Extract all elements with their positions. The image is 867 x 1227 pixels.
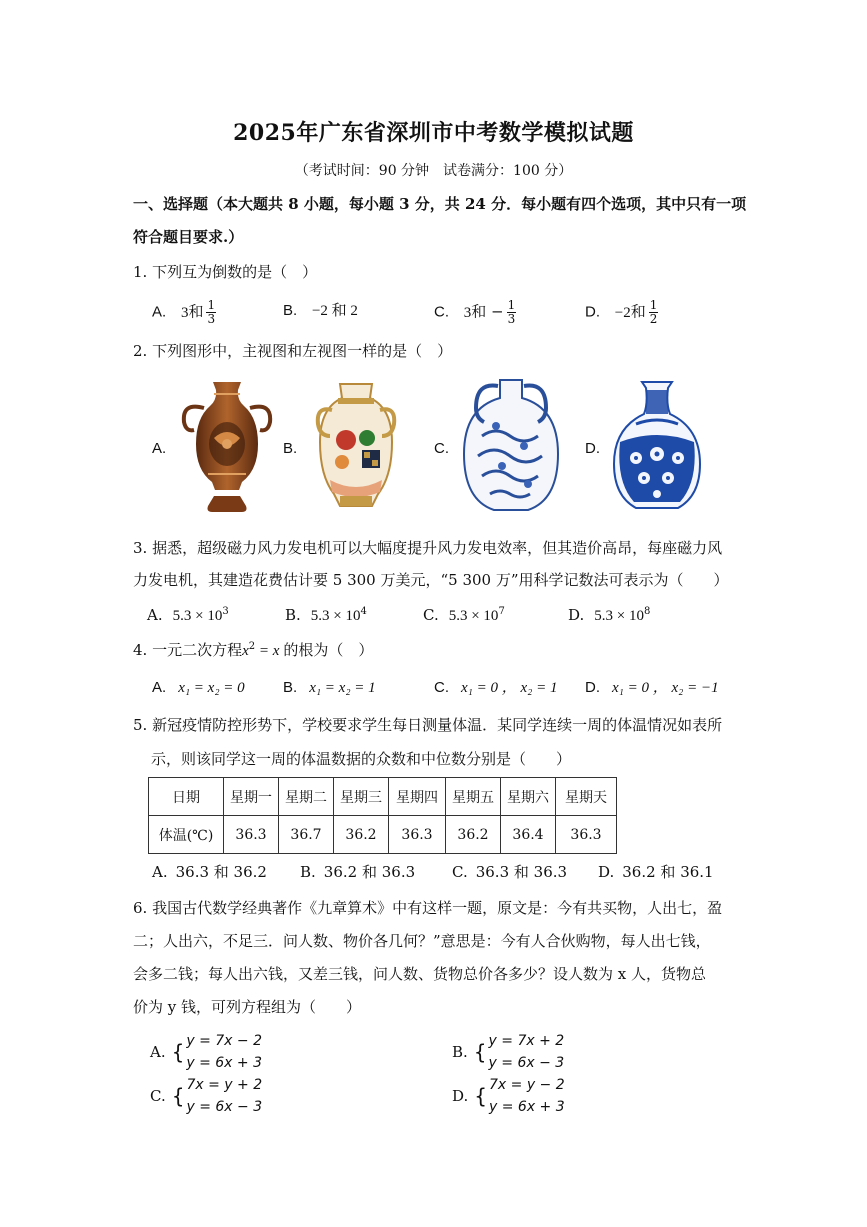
table-cell: 星期五	[446, 778, 501, 816]
option-value: x₁ = 0 ， x₂ = 1	[461, 680, 558, 696]
option-label: D.	[568, 606, 585, 624]
numerator: 1	[507, 298, 516, 312]
denominator: 3	[507, 312, 516, 326]
option-label: C.	[423, 606, 439, 624]
option-label: A.	[152, 303, 167, 321]
q6-stem-line1: 6. 我国古代数学经典著作《九章算术》中有这样一题，原文是：今有共买物，人出七，盈	[133, 899, 723, 917]
denominator: 2	[649, 312, 658, 326]
q1-option-b	[283, 299, 358, 322]
option-value: −2 和 2	[311, 303, 358, 319]
table-cell: 36.3	[556, 816, 617, 854]
equation-1: y = 7x − 2	[186, 1033, 262, 1049]
equation-rhs: = x	[255, 643, 280, 659]
equation-2: y = 6x + 3	[489, 1099, 565, 1115]
equations	[186, 1074, 262, 1118]
exam-info: （考试时间：90 分钟 试卷满分：100 分）	[294, 163, 573, 179]
option-value: x₁ = x₂ = 1	[309, 680, 376, 696]
table-cell: 星期一	[224, 778, 279, 816]
amphora-floral-vase-image	[312, 380, 400, 510]
q6-stem-line3: 会多二钱；每人出六钱，又差三钱，问人数、货物总价各多少？设人数为 x 人，货物总	[133, 965, 706, 983]
q5-option-b	[300, 861, 415, 883]
q4-stem-pre: 4. 一元二次方程	[133, 641, 243, 659]
option-label: A.	[147, 606, 163, 624]
q2-option-a-label: A.	[152, 440, 167, 457]
option-label: D.	[585, 679, 600, 696]
q1-stem: 1. 下列互为倒数的是（ ）	[133, 263, 318, 281]
q6-option-c	[150, 1074, 262, 1118]
option-value: 5.3 × 10	[448, 608, 499, 624]
denominator: 3	[207, 312, 216, 326]
numerator: 1	[649, 298, 658, 312]
q3-option-b	[285, 601, 367, 627]
page-title: 2025年广东省深圳市中考数学模拟试题	[233, 120, 634, 146]
q3-option-c	[423, 601, 505, 627]
option-value: 36.3 和 36.3	[475, 863, 568, 881]
equation-system	[452, 1030, 564, 1074]
option-value: 3	[463, 304, 472, 321]
table-cell: 星期六	[501, 778, 556, 816]
q6-option-d	[452, 1074, 565, 1118]
q3-option-a	[147, 601, 229, 627]
q6-option-b	[452, 1030, 564, 1074]
table-cell: 星期二	[279, 778, 334, 816]
option-connector: 和	[188, 302, 204, 321]
option-value: 36.3 和 36.2	[175, 863, 267, 881]
option-label: C.	[434, 303, 449, 321]
option-label: B.	[300, 863, 316, 881]
option-value: 36.2 和 36.3	[323, 863, 416, 881]
option-value: x₁ = 0 ， x₂ = −1	[612, 680, 719, 696]
table-cell: 36.3	[224, 816, 279, 854]
option-label: D.	[452, 1087, 469, 1105]
section-header-line1: 一、选择题（本大题共 8 小题，每小题 3 分，共 24 分．每小题有四个选项，其中只有一项	[133, 195, 747, 213]
fraction	[507, 299, 517, 326]
equation-1: y = 7x + 2	[488, 1033, 565, 1049]
q1-option-d	[585, 299, 658, 326]
q5-option-d	[598, 861, 714, 883]
q3-option-d	[568, 601, 650, 627]
table-cell: 36.3	[389, 816, 446, 854]
exponent: 8	[643, 606, 651, 617]
option-label: D.	[598, 863, 615, 881]
q4-stem-post: 的根为（ ）	[283, 641, 374, 659]
exponent: 7	[498, 606, 505, 617]
brace-glyph: {	[171, 1084, 185, 1108]
table-cell: 日期	[149, 778, 224, 816]
q1-option-a	[152, 299, 216, 326]
q3-stem-line2: 力发电机，其建造花费估计要 5 300 万美元，“5 300 万”用科学记数法可表示为（ ）	[133, 571, 729, 589]
option-value: x₁ = x₂ = 0	[178, 680, 245, 696]
equation-var: x	[242, 643, 249, 659]
table-cell: 36.2	[446, 816, 501, 854]
option-value: −2	[614, 304, 631, 321]
exponent: 3	[222, 606, 229, 617]
exponent: 4	[360, 606, 367, 617]
fraction	[206, 299, 216, 326]
q1-option-c	[434, 299, 516, 326]
q3-stem-line1: 3. 据悉，超级磁力风力发电机可以大幅度提升风力发电效率，但其造价高昂，每座磁力风	[133, 539, 723, 557]
option-label: B.	[285, 606, 301, 624]
table-cell: 星期三	[334, 778, 389, 816]
temperature-table	[148, 777, 617, 854]
option-label: D.	[585, 303, 600, 321]
brace-glyph: {	[474, 1084, 487, 1108]
option-label: B.	[283, 679, 298, 696]
table-cell: 星期天	[556, 778, 617, 816]
table-row	[149, 816, 617, 854]
option-label: C.	[452, 863, 468, 881]
fraction	[649, 299, 659, 326]
option-value: 3	[180, 304, 189, 321]
option-connector: 和	[630, 302, 646, 321]
option-value: 5.3 × 10	[310, 608, 361, 624]
ornate-bronze-vase-image	[178, 378, 276, 514]
table-cell: 36.7	[279, 816, 334, 854]
option-label: C.	[434, 679, 449, 696]
equation-2: y = 6x + 3	[186, 1055, 262, 1071]
equation-system	[150, 1074, 262, 1118]
option-label: A.	[150, 1043, 166, 1061]
equation-exponent: 2	[248, 641, 256, 652]
equations	[489, 1074, 565, 1118]
equation-1: 7x = y − 2	[489, 1077, 565, 1093]
q6-stem-line2: 二；人出六，不足三．问人数、物价各几何？”意思是：今有人合伙购物，每人出七钱，	[133, 932, 711, 950]
q4-option-b	[283, 676, 376, 699]
brace-glyph: {	[473, 1040, 487, 1064]
table-cell: 体温(℃)	[149, 816, 224, 854]
option-value: 5.3 × 10	[172, 608, 223, 624]
q5-stem-line2: 示，则该同学这一周的体温数据的众数和中位数分别是（ ）	[151, 750, 572, 768]
q5-stem-line1: 5. 新冠疫情防控形势下，学校要求学生每日测量体温．某同学连续一周的体温情况如表所	[133, 716, 723, 734]
section-header-line2: 符合题目要求.）	[133, 228, 244, 246]
brace-glyph: {	[171, 1040, 185, 1064]
option-connector: 和 −	[471, 302, 504, 321]
option-value: 5.3 × 10	[594, 608, 644, 624]
q4-stem	[133, 636, 373, 662]
q6-stem-line4: 价为 y 钱，可列方程组为（ ）	[133, 998, 362, 1016]
q5-option-a	[152, 861, 267, 883]
option-label: C.	[150, 1087, 166, 1105]
option-label: A.	[152, 863, 168, 881]
equations	[186, 1030, 262, 1074]
q2-stem: 2. 下列图形中，主视图和左视图一样的是（ ）	[133, 342, 453, 360]
blue-white-flask-image	[462, 376, 560, 514]
q2-option-c-label: C.	[434, 440, 449, 457]
q2-option-d-label: D.	[585, 440, 600, 457]
table-cell: 星期四	[389, 778, 446, 816]
blue-white-porcelain-vase-image	[612, 380, 702, 512]
table-cell: 36.2	[334, 816, 389, 854]
equation-2: y = 6x − 3	[186, 1099, 263, 1115]
table-header-row	[149, 778, 617, 816]
option-value: 36.2 和 36.1	[622, 863, 714, 881]
q6-option-a	[150, 1030, 262, 1074]
equation-1: 7x = y + 2	[186, 1077, 263, 1093]
option-label: B.	[452, 1043, 468, 1061]
equation-system	[150, 1030, 262, 1074]
equation-2: y = 6x − 3	[488, 1055, 565, 1071]
q4-option-a	[152, 676, 245, 699]
q4-option-c	[434, 676, 558, 699]
numerator: 1	[207, 298, 216, 312]
q5-option-c	[452, 861, 567, 883]
table-cell: 36.4	[501, 816, 556, 854]
q2-option-b-label: B.	[283, 440, 298, 457]
option-label: A.	[152, 679, 167, 696]
equation-system	[452, 1074, 565, 1118]
q4-option-d	[585, 676, 719, 699]
option-label: B.	[283, 302, 298, 319]
equations	[489, 1030, 565, 1074]
